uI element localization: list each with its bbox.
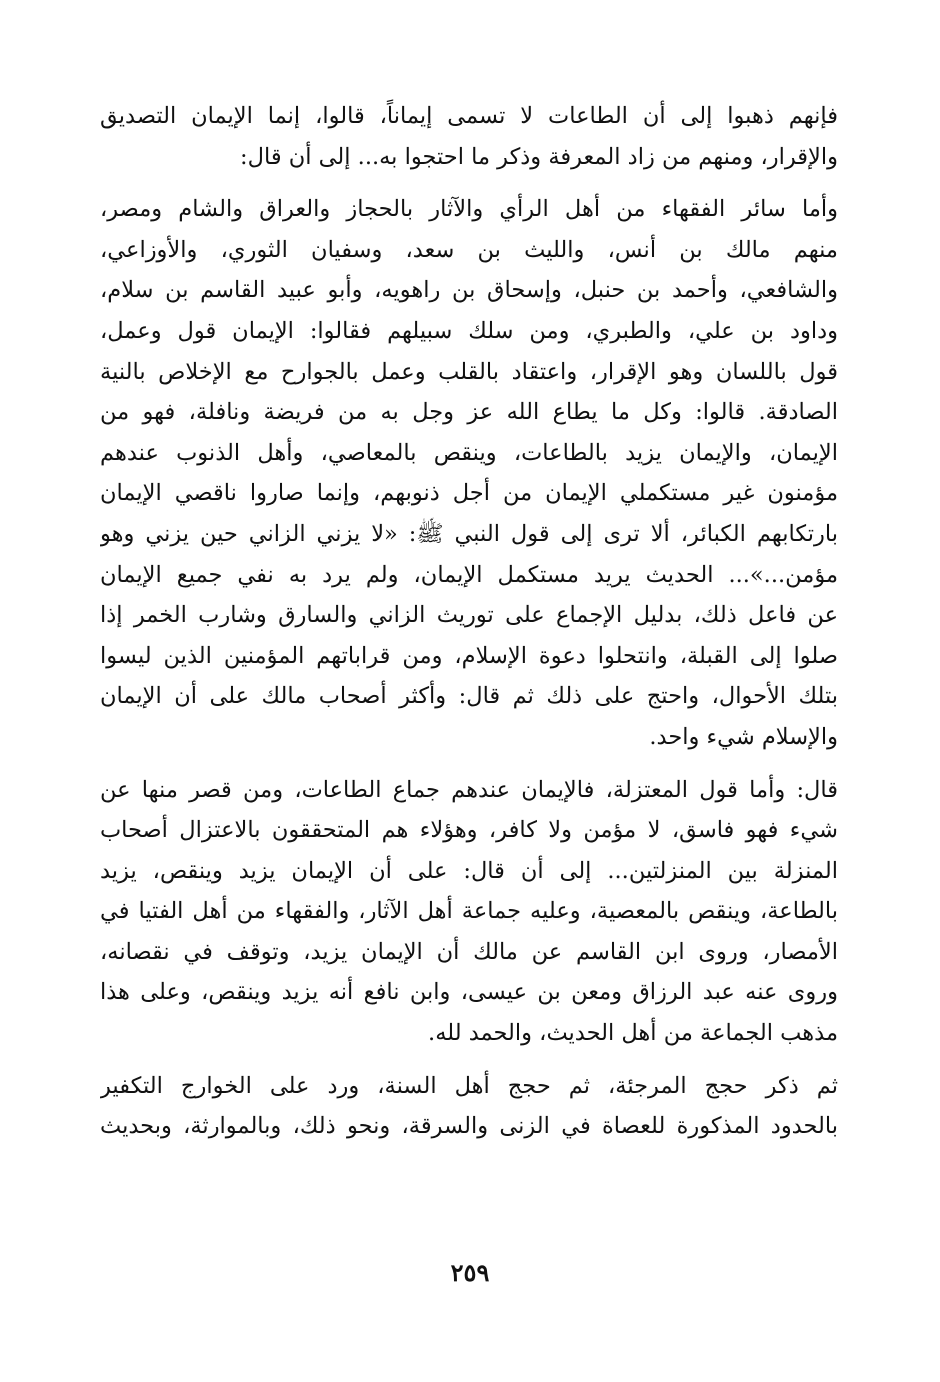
text-line: الأمصار، وروى ابن القاسم عن مالك أن الإيمان يزيد، وتوقف في نقصانه،: [100, 938, 838, 965]
text-line: بالحدود المذكورة للعصاة في الزنى والسرقة، ونحو ذلك، وبالموارثة، وبحديث: [100, 1113, 838, 1140]
text-line: المنزلة بين المنزلتين... إلى أن قال: على أن الإيمان يزيد وينقص، يزيد: [100, 857, 838, 884]
text-line: والشافعي، وأحمد بن حنبل، وإسحاق بن راهويه، وأبو عبيد القاسم بن سلام،: [100, 277, 838, 304]
paragraph-1: [100, 96, 838, 177]
text-line: قال: وأما قول المعتزلة، فالإيمان عندهم جماع الطاعات، ومن قصر منها عن: [100, 776, 838, 803]
text-line: قول باللسان وهو الإقرار، واعتقاد بالقلب وعمل بالجوارح مع الإخلاص بالنية: [100, 358, 838, 385]
text-line: مذهب الجماعة من أهل الحديث، والحمد لله.: [428, 1020, 838, 1047]
text-line: مؤمنون غير مستكملي الإيمان من أجل ذنوبهم، وإنما صاروا ناقصي الإيمان: [100, 480, 838, 507]
text-line: وأما سائر الفقهاء من أهل الرأي والآثار بالحجاز والعراق والشام ومصر،: [100, 196, 838, 223]
text-line: والإسلام شيء واحد.: [649, 723, 838, 750]
text-line: شيء فهو فاسق، لا مؤمن ولا كافر، وهؤلاء هم المتحققون بالاعتزال أصحاب: [100, 817, 838, 844]
text-line: والإقرار، ومنهم من زاد المعرفة وذكر ما احتجوا به... إلى أن قال:: [240, 143, 838, 170]
text-line: عن فاعل ذلك، بدليل الإجماع على توريث الزاني والسارق وشارب الخمر إذا: [100, 602, 838, 629]
page-body: [100, 96, 838, 1147]
paragraph-2: [100, 189, 838, 757]
text-line: فإنهم ذهبوا إلى أن الطاعات لا تسمى إيماناً، قالوا، إنما الإيمان التصديق: [100, 103, 838, 129]
text-line: وداود بن علي، والطبري، ومن سلك سبيلهم فقالوا: الإيمان قول وعمل،: [100, 317, 838, 344]
paragraph-4: [100, 1066, 838, 1147]
text-line: منهم مالك بن أنس، والليث بن سعد، وسفيان الثوري، والأوزاعي،: [100, 236, 838, 263]
text-line: بالطاعة، وينقص بالمعصية، وعليه جماعة أهل الآثار، والفقهاء من أهل الفتيا في: [100, 898, 838, 925]
text-line: بتلك الأحوال، واحتج على ذلك ثم قال: وأكثر أصحاب مالك على أن الإيمان: [100, 683, 838, 710]
text-line: صلوا إلى القبلة، وانتحلوا دعوة الإسلام، ومن قراباتهم المؤمنين الذين ليسوا: [100, 642, 838, 669]
page-number: ٢٥٩: [450, 1258, 490, 1287]
text-line: وروى عنه عبد الرزاق ومعن بن عيسى، وابن نافع أنه يزيد وينقص، وعلى هذا: [100, 979, 838, 1006]
text-line: الإيمان، والإيمان يزيد بالطاعات، وينقص بالمعاصي، وأهل الذنوب عندهم: [100, 439, 838, 466]
text-line: الصادقة. قالوا: وكل ما يطاع الله عز وجل به من فريضة ونافلة، فهو من: [100, 399, 838, 426]
text-line: مؤمن...»... الحديث يريد مستكمل الإيمان، ولم يرد به نفي جميع الإيمان: [100, 561, 838, 588]
text-line: بارتكابهم الكبائر، ألا ترى إلى قول النبي ﷺ: «لا يزني الزاني حين يزني وهو: [100, 520, 838, 547]
paragraph-3: [100, 770, 838, 1054]
text-line: ثم ذكر حجج المرجئة، ثم حجج أهل السنة، ورد على الخوارج التكفير: [100, 1072, 838, 1099]
